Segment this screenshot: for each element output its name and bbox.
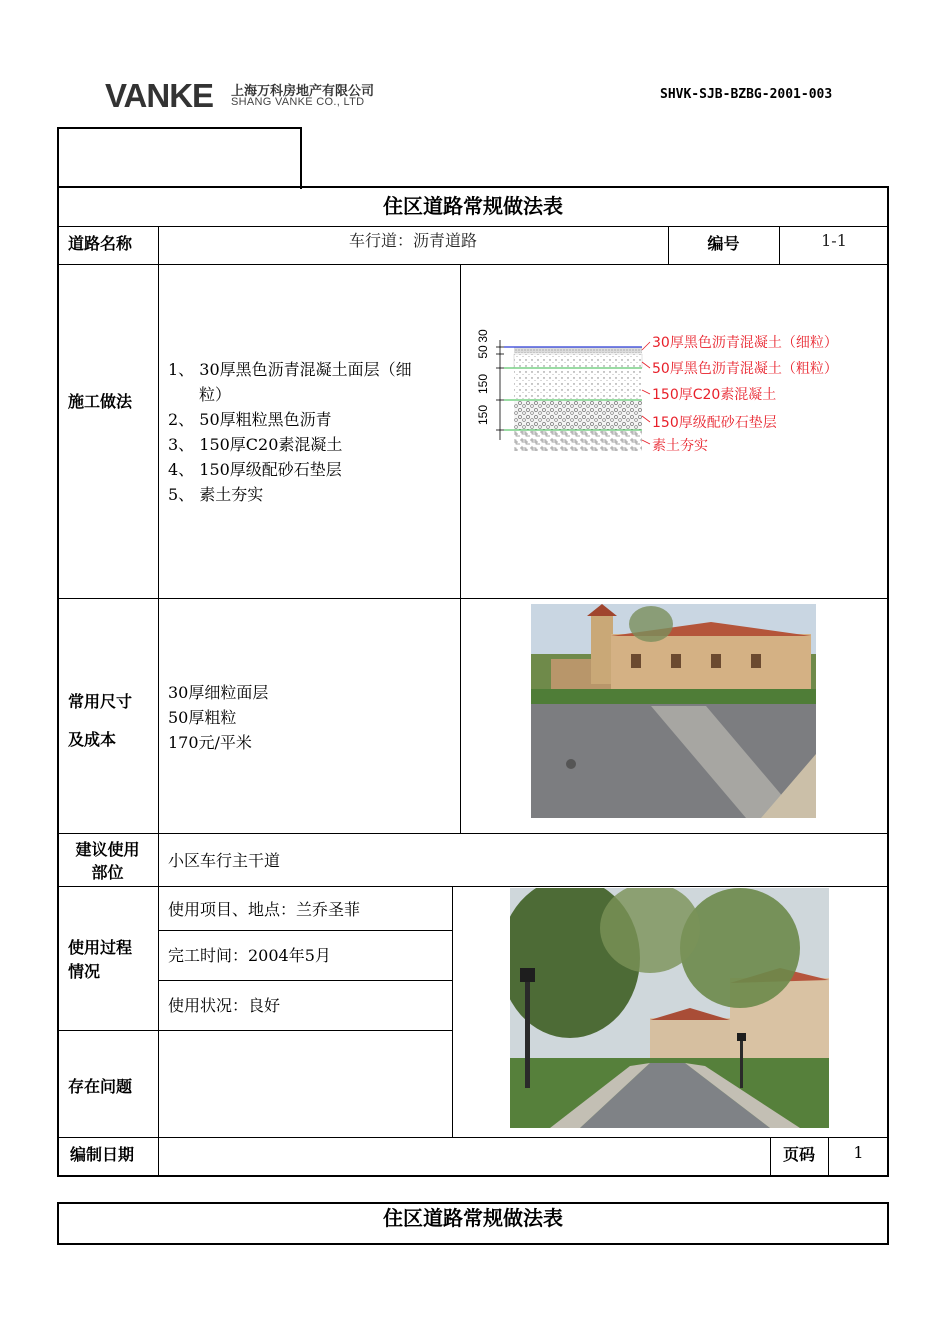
usage-label-line: 情况 [68,962,101,981]
document-number: SHVK-SJB-BZBG-2001-003 [660,87,833,102]
size-cost-line: 50厚粗粒 [168,708,237,727]
layer-label: 素土夯实 [652,438,708,454]
road-name-label: 道路名称 [68,234,133,253]
construction-step: 粒） [199,385,232,404]
construction-label: 施工做法 [68,392,133,411]
size-cost-line: 30厚细粒面层 [168,683,269,702]
construction-step: 2、 50厚粗粒黑色沥青 [168,410,332,429]
usage-label-line: 使用过程 [68,938,133,957]
layer-label: 50厚黑色沥青混凝土（粗粒） [652,361,838,377]
compile-date-label: 编制日期 [70,1145,135,1164]
table-title: 住区道路常规做法表 [383,194,563,218]
suggest-label [57,838,158,884]
dim-label: 30 [476,329,490,343]
asphalt-road-photo [531,604,816,818]
size-cost-label-line: 及成本 [68,730,117,749]
usage-completion: 完工时间：2004年5月 [168,946,331,965]
company-name-cn: 上海万科房地产有限公司 [231,84,375,99]
usage-project: 使用项目、地点：兰乔圣菲 [168,900,361,919]
layer-label: 150厚C20素混凝土 [652,387,777,403]
usage-status: 使用状况：良好 [168,996,281,1015]
table-2-title: 住区道路常规做法表 [383,1206,563,1230]
blank-header-box [57,127,302,189]
logo-word: VANKE [105,77,214,114]
number-value: 1-1 [821,231,847,250]
suggest-label-line: 建议使用 [75,840,140,859]
number-label: 编号 [707,234,740,253]
problem-label: 存在问题 [68,1077,133,1096]
dim-label: 50 [476,345,490,359]
tree-lined-road-photo [510,888,829,1128]
size-cost-label-line: 常用尺寸 [68,692,133,711]
pavement-section-diagram [470,310,880,460]
construction-step: 3、 150厚C20素混凝土 [168,435,343,454]
size-cost-values [168,680,268,755]
suggest-value: 小区车行主干道 [168,851,281,870]
construction-step: 4、 150厚级配砂石垫层 [168,460,342,479]
vanke-logo [105,78,405,118]
page-number: 1 [853,1143,864,1162]
construction-step: 1、 30厚黑色沥青混凝土面层（细 [168,360,412,379]
company-name-en: SHANG VANKE CO., LTD [231,96,365,108]
dim-label: 150 [476,404,490,426]
suggest-label-line: 部位 [91,863,124,882]
size-cost-line: 170元/平米 [168,733,252,752]
layer-label: 30厚黑色沥青混凝土（细粒） [652,335,838,351]
dim-label: 150 [476,373,490,395]
road-name-value: 车行道：沥青道路 [348,231,477,250]
layer-label: 150厚级配砂石垫层 [652,415,777,431]
construction-steps [168,357,458,507]
page-label: 页码 [782,1145,815,1164]
usage-label [68,936,132,984]
construction-step: 5、 素土夯实 [168,485,264,504]
size-cost-label [68,683,132,759]
